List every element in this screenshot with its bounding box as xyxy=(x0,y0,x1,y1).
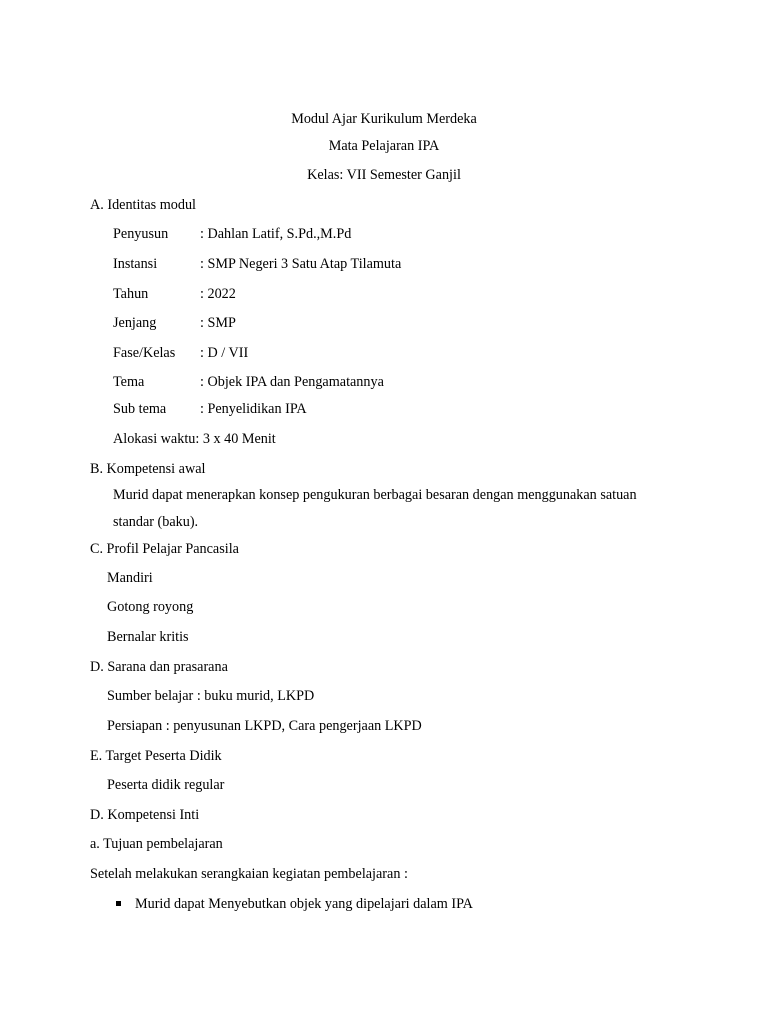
identity-label: Fase/Kelas xyxy=(113,345,176,361)
identity-value: : Objek IPA dan Pengamatannya xyxy=(200,374,384,390)
list-item: Sumber belajar : buku murid, LKPD xyxy=(107,688,315,704)
section-d-heading: D. Sarana dan prasarana xyxy=(90,659,228,675)
identity-label: Jenjang xyxy=(113,315,157,331)
section-b-text: standar (baku). xyxy=(113,514,199,530)
list-item: Gotong royong xyxy=(107,599,194,615)
square-bullet-icon xyxy=(116,901,121,906)
list-item: Bernalar kritis xyxy=(107,629,189,645)
section-kompetensi-inti-heading: D. Kompetensi Inti xyxy=(90,807,200,823)
identity-value: : SMP Negeri 3 Satu Atap Tilamuta xyxy=(200,256,402,272)
intro-text: Setelah melakukan serangkaian kegiatan pembelajaran : xyxy=(90,866,408,882)
identity-row xyxy=(113,225,351,243)
identity-row xyxy=(113,373,384,391)
identity-value: : Dahlan Latif, S.Pd.,M.Pd xyxy=(200,226,352,242)
section-e-heading: E. Target Peserta Didik xyxy=(90,748,222,764)
identity-row xyxy=(113,285,236,303)
identity-value: : 2022 xyxy=(200,286,236,302)
identity-label: Instansi xyxy=(113,256,158,272)
identity-value: : Penyelidikan IPA xyxy=(200,401,307,417)
section-c-heading: C. Profil Pelajar Pancasila xyxy=(90,541,239,557)
identity-label: Tema xyxy=(113,374,145,390)
subsection-heading: a. Tujuan pembelajaran xyxy=(90,836,223,852)
bullet-item: Murid dapat Menyebutkan objek yang dipelajari dalam IPA xyxy=(135,896,473,912)
identity-value: : SMP xyxy=(200,315,236,331)
document-title: Modul Ajar Kurikulum Merdeka xyxy=(291,111,477,127)
identity-label: Tahun xyxy=(113,286,149,302)
identity-row xyxy=(113,400,307,418)
identity-row xyxy=(113,255,401,273)
alokasi-waktu: Alokasi waktu: 3 x 40 Menit xyxy=(113,431,276,447)
document-class: Kelas: VII Semester Ganjil xyxy=(307,167,461,183)
identity-row xyxy=(113,314,236,332)
list-item: Mandiri xyxy=(107,570,153,586)
document-subject: Mata Pelajaran IPA xyxy=(328,138,440,154)
section-b-heading: B. Kompetensi awal xyxy=(90,461,206,477)
section-b-text: Murid dapat menerapkan konsep pengukuran berbagai besaran dengan menggunakan satuan xyxy=(113,487,637,503)
identity-label: Penyusun xyxy=(113,226,169,242)
identity-label: Sub tema xyxy=(113,401,167,417)
list-item: Peserta didik regular xyxy=(107,777,225,793)
list-item: Persiapan : penyusunan LKPD, Cara pengerjaan LKPD xyxy=(107,718,422,734)
identity-row xyxy=(113,344,248,362)
section-a-heading: A. Identitas modul xyxy=(90,197,196,213)
identity-value: : D / VII xyxy=(200,345,249,361)
